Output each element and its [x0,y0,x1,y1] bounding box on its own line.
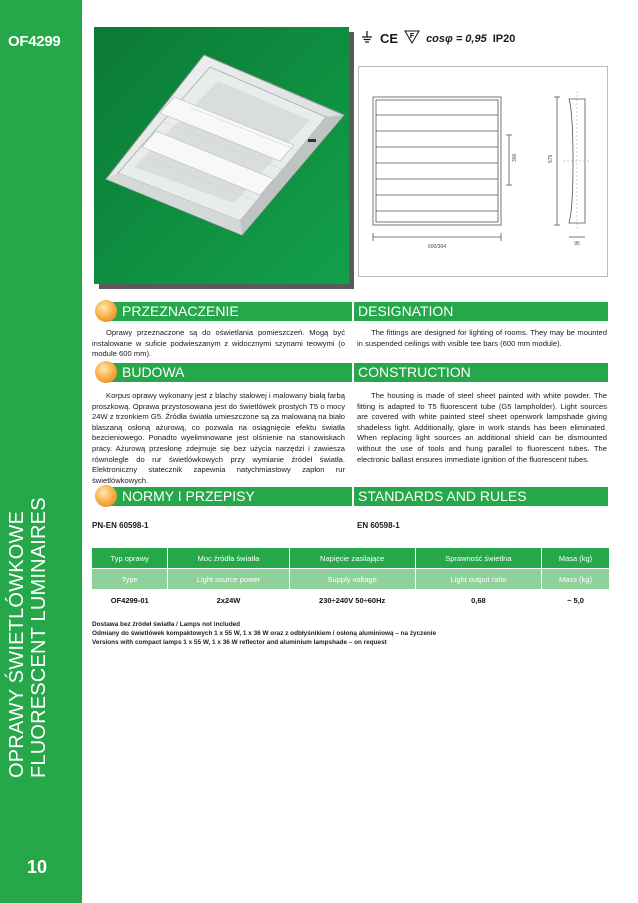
table-header-cell: Mass (kg) [542,569,610,590]
table-header-row-en [92,569,610,590]
purpose-text-en: The fittings are designed for lighting of rooms. They may be mounted in suspended ceilings with visible tee bars (600 mm module). [357,328,607,348]
table-header-cell: Moc źródła światła [168,548,289,569]
dim-height: 575 [548,154,554,163]
footnote: Dostawa bez źródeł światła / Lamps not included [92,621,241,628]
orange-bullet-icon [95,361,117,383]
certification-marks [360,30,515,47]
standard-pl: PN-EN 60598-1 [92,521,149,530]
section-bar-purpose-en [354,302,608,321]
cosphi-value: cosφ = 0,95 [426,32,487,45]
construction-title-pl: BUDOWA [122,364,185,380]
standards-title-en: STANDARDS AND RULES [358,488,527,504]
page-number: 10 [27,857,48,877]
earth-icon [360,30,374,47]
table-header-cell: Type [92,569,168,590]
purpose-text-pl: Oprawy przeznaczone są do oświetlania pomieszczeń. Mogą być instalowane w suficie podwieszanym z widocznymi szynami teowymi (o module 600 mm). [92,328,345,359]
footnote: Versions with compact lamps 1 x 55 W, 1 x 36 W reflector and aluminium lampshade – on request [92,639,387,646]
section-bar-construction-en [354,363,608,382]
table-header-cell: Light output ratio [415,569,541,590]
table-header-cell: Typ oprawy [92,548,168,569]
section-bar-standards-pl [104,487,352,506]
product-code: OF4299 [8,33,61,50]
dimension-drawing [359,67,607,276]
table-header-cell: Napięcie zasilające [289,548,415,569]
table-cell: 230÷240V 50÷60Hz [289,590,415,611]
f-mark-icon [404,30,420,47]
table-row [92,590,610,611]
side-title [6,497,50,778]
section-bar-construction-pl [104,363,352,382]
table-header-cell: Sprawność świetlna [415,548,541,569]
luminaire-illustration [94,27,349,284]
table-cell: ~ 5,0 [542,590,610,611]
purpose-title-en: DESIGNATION [358,303,454,319]
construction-text-pl: Korpus oprawy wykonany jest z blachy stalowej i malowany białą farbą proszkową. Oprawa przystosowana jest do świetlówek prostych T5 o mocy 24W z trzonkiem G5. Źródła światła umieszczone są za malowaną na biało blaszaną osłoną ażurową, co pozwala na osiągnięcie efektu światła bezcieniowego. Ponadto wyeliminowane jest olśnienie na stanowiskach pracy. Ażurową przesłonę zdejmuje się bez użycia narzędzi i zawiesza równolegle do rur świetlówkowych przy wymianie źródeł światła. Elektroniczny statecznik zapewnia natychmiastowy zapłon rur świetlówkowych. [92,391,345,485]
dim-width: 600/304 [427,244,447,250]
table-cell: OF4299-01 [92,590,168,611]
table-header-row-pl [92,548,610,569]
dim-depth: 95 [574,241,580,247]
section-bar-purpose-pl [104,302,352,321]
table-cell: 2x24W [168,590,289,611]
construction-title-en: CONSTRUCTION [358,364,471,380]
orange-bullet-icon [95,300,117,322]
standard-en: EN 60598-1 [357,521,400,530]
dim-inner: 300 [512,153,518,162]
table-header-cell: Supply voltage [289,569,415,590]
spec-table [92,548,610,611]
footnotes [92,620,436,647]
side-title-pl: OPRAWY ŚWIETLÓWKOWE [6,510,28,778]
table-header-cell: Masa (kg) [542,548,610,569]
footnote: Odmiany do świetlówek kompaktowych 1 x 55 W, 1 x 36 W oraz z odbłyśnikiem i osłoną aluminiową – na życzenie [92,630,437,637]
svg-text:F: F [409,33,415,40]
table-cell: 0,68 [415,590,541,611]
purpose-title-pl: PRZEZNACZENIE [122,303,239,319]
ip-rating: IP20 [492,32,516,45]
technical-drawing [358,66,608,277]
ce-mark-icon: CE [380,31,399,46]
section-bar-standards-en [354,487,608,506]
construction-text-en: The housing is made of steel sheet painted with white powder. The fitting is adapted to T5 fluorescent tube (G5 lampholder). Light sources are covered with white painted steel sheet openwork lampshade giving shadeless light. Additionally, glare in work stands has been eliminated. When replacing light sources an additional shield can be dismounted without the use of tools and hung parallel to fluorescent tubes. The electronic ballast ensures immediate ignition of the fluorescent tubes. [357,391,607,464]
standards-title-pl: NORMY I PRZEPISY [122,488,255,504]
product-photo [94,27,349,284]
orange-bullet-icon [95,485,117,507]
table-header-cell: Light source power [168,569,289,590]
sidebar [0,0,82,903]
side-title-en: FLUORESCENT LUMINAIRES [28,497,50,778]
